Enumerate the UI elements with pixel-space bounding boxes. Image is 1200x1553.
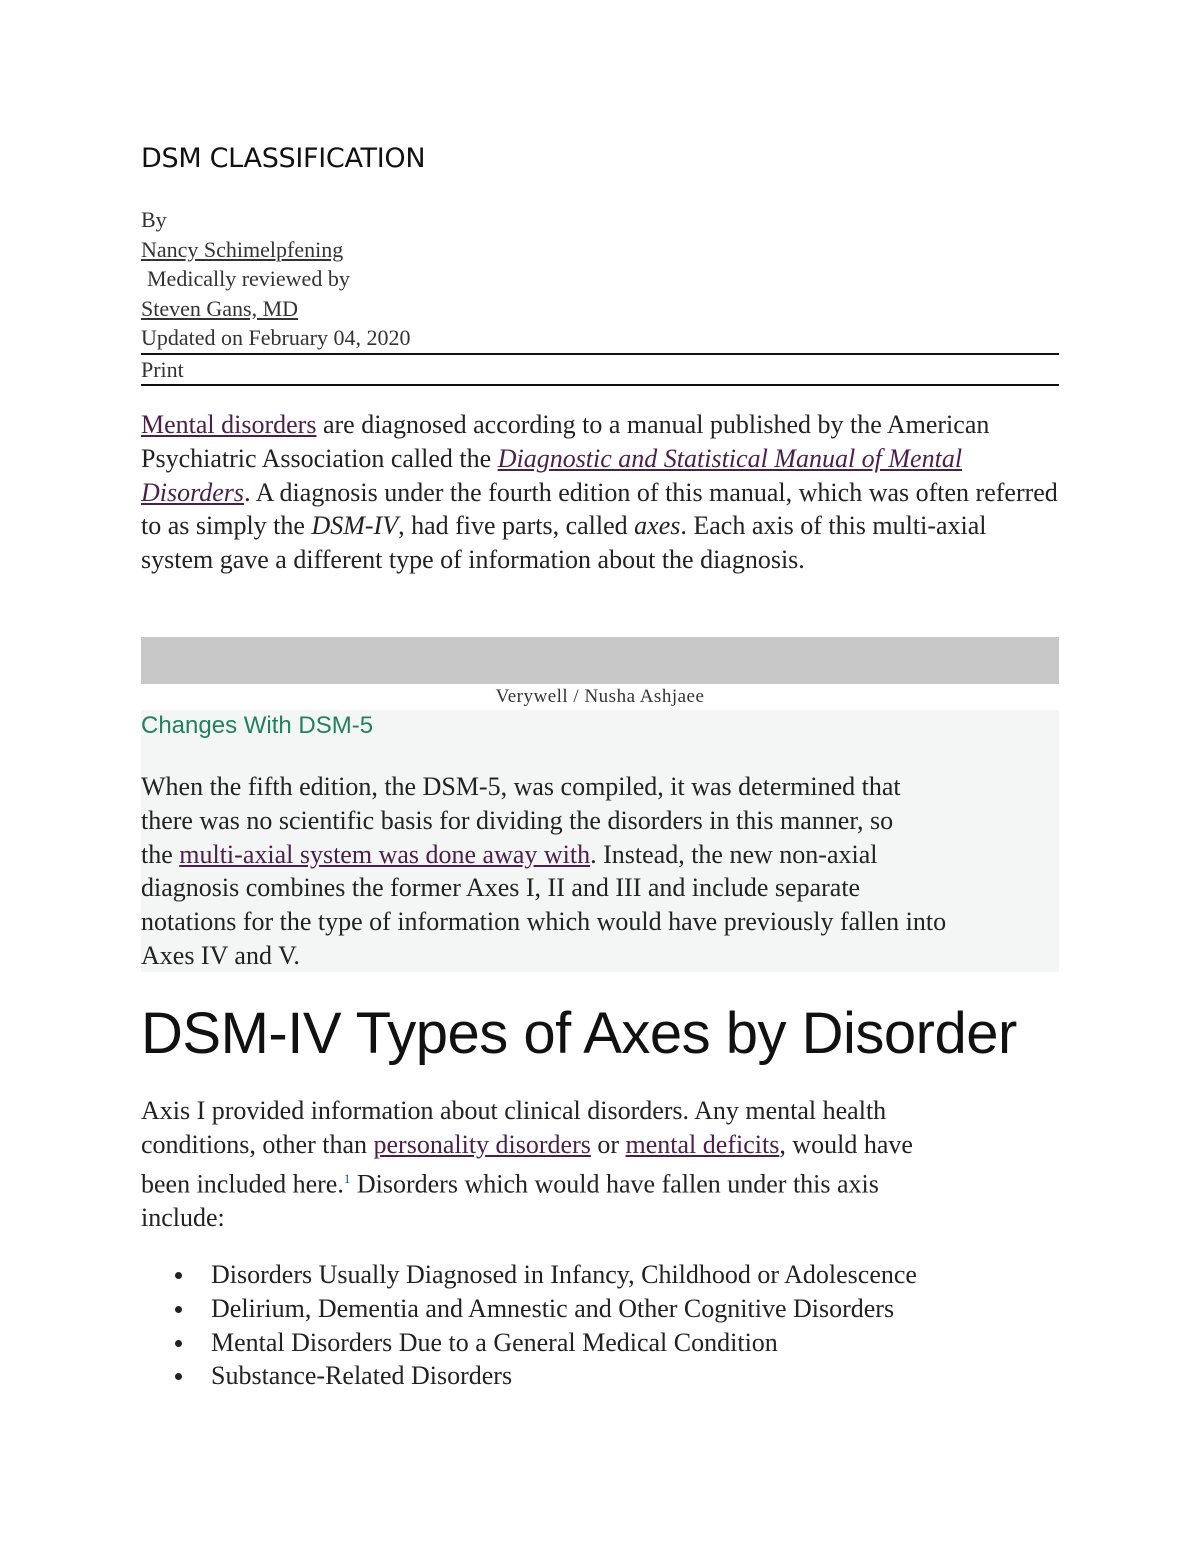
axis-paragraph bbox=[141, 1094, 1059, 1235]
axis-line-2-mid: or bbox=[590, 1129, 626, 1159]
list-item bbox=[141, 1258, 1059, 1292]
dsm-iv-emphasis: DSM-IV bbox=[311, 511, 399, 541]
axis-line-3-pre: been included here. bbox=[141, 1169, 344, 1199]
list-item-text: Delirium, Dementia and Amnestic and Other Cognitive Disorders bbox=[211, 1293, 895, 1323]
callout-line-1: When the fifth edition, the DSM-5, was compiled, it was determined that bbox=[141, 772, 901, 801]
print-link[interactable]: Print bbox=[141, 353, 1059, 387]
list-item bbox=[141, 1292, 1059, 1326]
dsm-manual-link-text: Diagnostic and Statistical Manual of Mental Disorders bbox=[141, 443, 963, 507]
axis-line-2 bbox=[141, 1128, 1059, 1162]
list-item bbox=[141, 1326, 1059, 1360]
list-item-text: Mental Disorders Due to a General Medical Condition bbox=[211, 1327, 778, 1357]
axis-line-3-post: Disorders which would have fallen under this axis bbox=[350, 1169, 879, 1199]
callout-line-5: notations for the type of information which would have previously fallen into bbox=[141, 907, 947, 937]
section-heading: DSM-IV Types of Axes by Disorder bbox=[141, 1001, 1017, 1066]
bullet-icon bbox=[175, 1373, 182, 1380]
reviewed-label: Medically reviewed by bbox=[147, 266, 350, 291]
bullet-icon bbox=[175, 1272, 182, 1279]
footnote-marker[interactable]: 1 bbox=[343, 1170, 351, 1186]
axes-emphasis: axes bbox=[634, 511, 681, 541]
axis-line-2-post: , would have bbox=[779, 1129, 913, 1159]
axis-line-2-pre: conditions, other than bbox=[141, 1129, 374, 1159]
multi-axial-link[interactable]: multi-axial system was done away with bbox=[179, 839, 591, 869]
list-item bbox=[141, 1359, 1059, 1393]
author-link[interactable]: Nancy Schimelpfening bbox=[141, 236, 344, 262]
callout-line-3-pre: the bbox=[141, 839, 180, 869]
updated-date: Updated on February 04, 2020 bbox=[141, 325, 411, 350]
axis-i-disorder-list bbox=[141, 1258, 1059, 1393]
axis-line-1: Axis I provided information about clinical disorders. Any mental health bbox=[141, 1096, 887, 1125]
article-image-placeholder bbox=[141, 637, 1059, 684]
axis-line-4: include: bbox=[141, 1203, 225, 1233]
callout-line-6: Axes IV and V. bbox=[141, 940, 300, 970]
callout-title: Changes With DSM-5 bbox=[141, 712, 374, 739]
intro-text-1: are diagnosed according to a manual published by the American Psychiatric Association called the bbox=[141, 410, 990, 473]
mental-disorders-link[interactable]: Mental disorders bbox=[141, 410, 317, 439]
mental-deficits-link[interactable]: mental deficits bbox=[625, 1129, 780, 1159]
callout-body bbox=[141, 770, 1059, 973]
list-item-text: Substance-Related Disorders bbox=[211, 1361, 513, 1391]
intro-text-3: , had five parts, called bbox=[398, 511, 635, 541]
callout-line-2: there was no scientific basis for dividing the disorders in this manner, so bbox=[141, 805, 894, 835]
personality-disorders-link[interactable]: personality disorders bbox=[373, 1129, 591, 1159]
intro-paragraph bbox=[141, 408, 1059, 577]
axis-line-3 bbox=[141, 1162, 1059, 1201]
image-caption: Verywell / Nusha Ashjaee bbox=[495, 686, 705, 707]
callout-line-3 bbox=[141, 838, 1059, 872]
byline-by: By bbox=[141, 207, 167, 232]
reviewer-link[interactable]: Steven Gans, MD bbox=[141, 295, 299, 321]
callout-line-3-post: . Instead, the new non-axial bbox=[590, 839, 878, 869]
byline bbox=[141, 205, 1059, 386]
intro-text-4: . Each axis of this multi-axial system gave a different type of information about the diagnosis. bbox=[141, 511, 987, 575]
bullet-icon bbox=[175, 1340, 182, 1347]
list-item-text: Disorders Usually Diagnosed in Infancy, Childhood or Adolescence bbox=[211, 1260, 917, 1289]
bullet-icon bbox=[175, 1306, 182, 1313]
intro-text-2: . A diagnosis under the fourth edition of this manual, which was often referred to as simply the bbox=[141, 477, 1058, 541]
document-title: DSM CLASSIFICATION bbox=[141, 143, 426, 174]
callout-line-4: diagnosis combines the former Axes I, II and III and include separate bbox=[141, 873, 861, 903]
